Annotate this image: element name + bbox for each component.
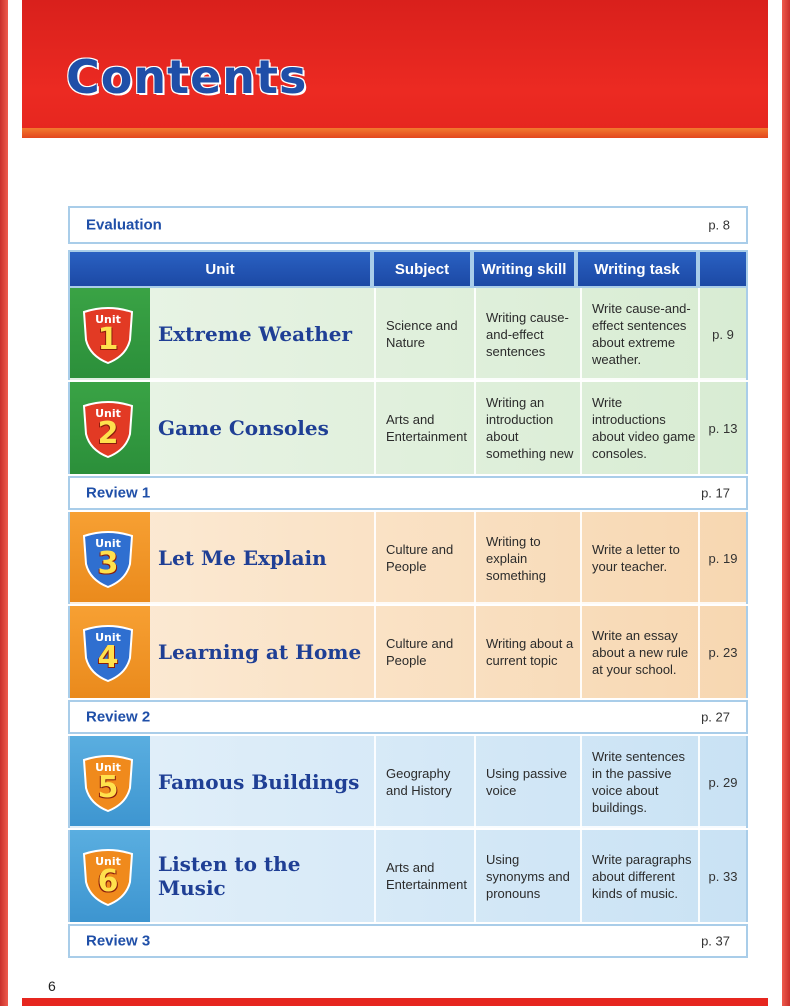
review-row-3[interactable]: [68, 924, 748, 958]
review-row-2[interactable]: [68, 700, 748, 734]
header-writing-skill: Writing skill: [474, 252, 574, 286]
unit-page: p. 13: [698, 382, 746, 474]
unit-badge-5: Unit 5: [80, 754, 136, 812]
header-writing-task: Writing task: [578, 252, 696, 286]
unit-title: Extreme Weather: [158, 322, 353, 346]
header-page: [700, 252, 746, 286]
unit-title: Learning at Home: [158, 640, 362, 664]
review-label: Review 1: [86, 484, 151, 502]
unit-title: Game Consoles: [158, 416, 329, 440]
unit-badge-1: Unit 1: [80, 306, 136, 364]
unit-writing-skill: Writing an introduction about something new: [474, 382, 580, 474]
evaluation-row[interactable]: [68, 206, 748, 244]
unit-writing-skill: Using passive voice: [474, 736, 580, 828]
unit-row-5[interactable]: [68, 736, 748, 828]
unit-title: Listen to the Music: [158, 852, 301, 900]
unit-row-4[interactable]: [68, 606, 748, 698]
unit-subject: Science and Nature: [374, 288, 474, 380]
unit-title: Let Me Explain: [158, 546, 327, 570]
unit-writing-skill: Using synonyms and pronouns: [474, 830, 580, 922]
review-label: Review 2: [86, 708, 151, 726]
bottom-rule: [22, 998, 768, 1006]
page-number: 6: [48, 978, 56, 994]
unit-badge-4: Unit 4: [80, 624, 136, 682]
unit-writing-skill: Writing about a current topic: [474, 606, 580, 698]
unit-writing-task: Write a letter to your teacher.: [580, 512, 700, 604]
unit-subject: Geography and History: [374, 736, 474, 828]
table-header: [68, 250, 748, 288]
unit-writing-task: Write paragraphs about different kinds of music.: [580, 830, 700, 922]
unit-row-6[interactable]: [68, 830, 748, 922]
unit-writing-task: Write introductions about video game consoles.: [580, 382, 700, 474]
header-subject: Subject: [374, 252, 470, 286]
unit-writing-skill: Writing to explain something: [474, 512, 580, 604]
unit-badge-6: Unit 6: [80, 848, 136, 906]
unit-writing-skill: Writing cause-and-effect sentences: [474, 288, 580, 380]
unit-writing-task: Write cause-and-effect sentences about extreme weather.: [580, 288, 700, 380]
review-page: p. 27: [701, 709, 730, 725]
unit-writing-task: Write sentences in the passive voice about buildings.: [580, 736, 700, 828]
unit-page: p. 29: [698, 736, 746, 828]
unit-page: p. 33: [698, 830, 746, 922]
unit-row-1[interactable]: [68, 288, 748, 380]
page-title: Contents: [66, 50, 308, 104]
unit-page: p. 19: [698, 512, 746, 604]
header-unit: Unit: [70, 252, 370, 286]
unit-row-3[interactable]: [68, 512, 748, 604]
unit-badge-2: Unit 2: [80, 400, 136, 458]
header-rule: [22, 128, 768, 138]
right-border: [782, 0, 790, 1006]
unit-subject: Culture and People: [374, 512, 474, 604]
left-border: [0, 0, 8, 1006]
unit-title: Famous Buildings: [158, 770, 360, 794]
unit-writing-task: Write an essay about a new rule at your school.: [580, 606, 700, 698]
unit-subject: Arts and Entertainment: [374, 830, 474, 922]
unit-subject: Culture and People: [374, 606, 474, 698]
evaluation-label: Evaluation: [86, 216, 162, 234]
review-row-1[interactable]: [68, 476, 748, 510]
unit-page: p. 23: [698, 606, 746, 698]
unit-page: p. 9: [698, 288, 746, 380]
unit-badge-3: Unit 3: [80, 530, 136, 588]
review-page: p. 37: [701, 933, 730, 949]
unit-subject: Arts and Entertainment: [374, 382, 474, 474]
review-page: p. 17: [701, 485, 730, 501]
review-label: Review 3: [86, 932, 151, 950]
unit-row-2[interactable]: [68, 382, 748, 474]
evaluation-page: p. 8: [708, 217, 730, 233]
